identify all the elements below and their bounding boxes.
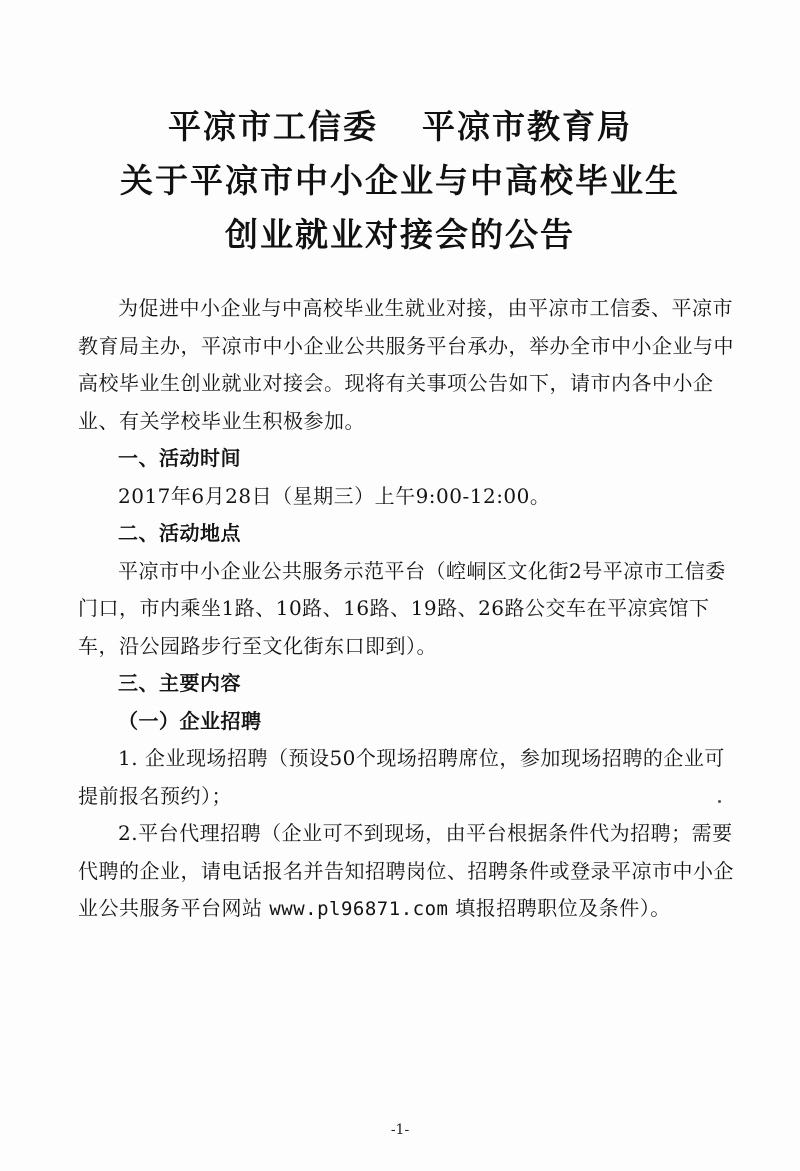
section-location-text: 平凉市中小企业公共服务示范平台（崆峒区文化街2号平凉市工信委门口，市内乘坐1路、10路、16路、19路、26路公交车在平凉宾馆下车，沿公园路步行至文化街东口即到）。	[78, 558, 726, 658]
intro-paragraph: 为促进中小企业与中高校毕业生就业对接，由平凉市工信委、平凉市教育局主办，平凉市中小企业公共服务平台承办，举办全市中小企业与中高校毕业生创业就业对接会。现将有关事项公告如下，请市内各中小企业、有关学校毕业生积极参加。	[78, 296, 734, 433]
scan-dot-mark	[718, 800, 721, 803]
content-item-2	[78, 815, 738, 929]
content-item-2-text: 2.平台代理招聘（企业可不到现场，由平台根据条件代为招聘；需要代聘的企业，请电话报名并告知招聘岗位、招聘条件或登录平凉市中小企业公共服务平台网站	[78, 821, 734, 920]
section-content-heading: 三、主要内容	[118, 671, 241, 695]
content-item-1: 1. 企业现场招聘（预设50个现场招聘席位，参加现场招聘的企业可提前报名预约）；	[78, 746, 725, 808]
title-line-issuers	[0, 100, 800, 154]
website-link[interactable]: www.pl96871.com	[269, 898, 449, 920]
issuer-2: 平凉市教育局	[422, 107, 632, 146]
section-content-subheading: （一）企业招聘	[118, 708, 262, 733]
title-line-3: 创业就业对接会的公告	[225, 215, 575, 254]
page-number: -1-	[390, 1122, 410, 1138]
document-body	[78, 290, 738, 929]
content-item-2-tail: 填报招聘职位及条件）。	[448, 896, 671, 920]
document-title	[0, 100, 800, 262]
issuer-1: 平凉市工信委	[168, 107, 378, 146]
section-time-text: 2017年6月28日（星期三）上午9:00-12:00。	[118, 483, 551, 508]
section-time-heading: 一、活动时间	[118, 446, 241, 470]
title-line-2: 关于平凉市中小企业与中高校毕业生	[120, 161, 680, 200]
section-location-heading: 二、活动地点	[118, 521, 241, 545]
